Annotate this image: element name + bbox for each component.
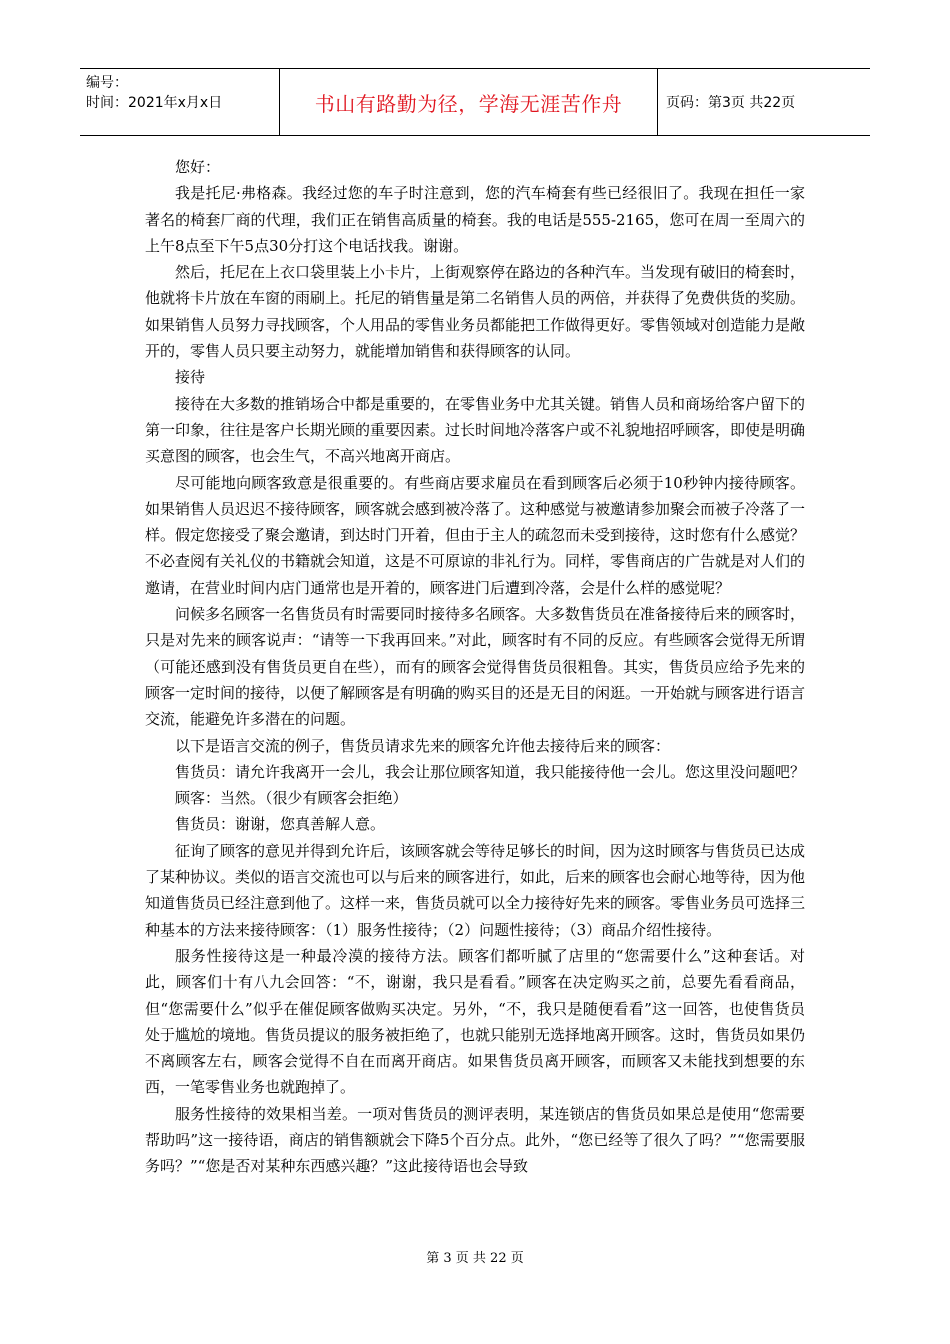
paragraph: 服务性接待的效果相当差。一项对售货员的测评表明，某连锁店的售货员如果总是使用“您需要帮助吗”这一接待语，商店的销售额就会下降5个百分点。此外，“您已经等了很久了吗？”“您需要服务吗？”“您是否对某种东西感兴趣？”这此接待语也会导致 [145, 1104, 805, 1176]
page-info-cell [658, 69, 870, 135]
header-meta-cell [80, 69, 280, 135]
header-table [80, 68, 870, 136]
page-info-text: 页码：第3页 共22页 [666, 95, 796, 111]
paragraph: 我是托尼·弗格森。我经过您的车子时注意到，您的汽车椅套有些已经很旧了。我现在担任一家著名的椅套厂商的代理，我们正在销售高质量的椅套。我的电话是555-2165，您可在周一至周六的上午8点至下午5点30分打这个电话找我。谢谢。 [145, 184, 805, 255]
motto-text: 书山有路勤为径，学海无涯苦作舟 [314, 91, 623, 116]
paragraph: 您好： [175, 158, 221, 176]
footer-page-number: 第 3 页 共 22 页 [426, 1251, 524, 1266]
paragraph: 问候多名顾客一名售货员有时需要同时接待多名顾客。大多数售货员在准备接待后来的顾客时，只是对先来的顾客说声：“请等一下我再回来。”对此，顾客时有不同的反应。有些顾客会觉得无所谓（可能还感到没有售货员更自在些），而有的顾客会觉得售货员很粗鲁。其实，售货员应给予先来的顾客一定时间的接待，以便了解顾客是有明确的购买目的还是无目的闲逛。一开始就与顾客进行语言交流，能避免许多潜在的问题。 [145, 605, 806, 729]
paragraph: 接待在大多数的推销场合中都是重要的，在零售业务中尤其关键。销售人员和商场给客户留下的第一印象，往往是客户长期光顾的重要因素。过长时间地冷落客户或不礼貌地招呼顾客，即使是明确买意图的顾客，也会生气，不高兴地离开商店。 [145, 394, 806, 466]
number-label: 编号： [86, 75, 128, 91]
paragraph: 以下是语言交流的例子，售货员请求先来的顾客允许他去接待后来的顾客： [175, 736, 671, 755]
motto-cell [280, 69, 658, 135]
page-footer [0, 1247, 950, 1266]
paragraph: 服务性接待这是一种最冷漠的接待方法。顾客们都听腻了店里的“您需要什么”这种套话。对此，顾客们十有八九会回答：“不，谢谢，我只是看看。”顾客在决定购买之前，总要先看看商品，但“您需要什么”似乎在催促顾客做购买决定。另外，“不，我只是随便看看”这一回答，也使售货员处于尴尬的境地。售货员提议的服务被拒绝了，也就只能别无选择地离开顾客。这时，售货员如果仍不离顾客左右，顾客会觉得不自在而离开商店。如果售货员离开顾客，而顾客又未能找到想要的东西，一笔零售业务也就跑掉了。 [145, 946, 806, 1097]
document-body [145, 154, 805, 1180]
date-label: 时间：2021年x月x日 [86, 95, 223, 111]
paragraph: 尽可能地向顾客致意是很重要的。有些商店要求雇员在看到顾客后必须于10秒钟内接待顾客。如果销售人员迟迟不接待顾客，顾客就会感到被冷落了。这种感觉与被邀请参加聚会而被子冷落了一样。假定您接受了聚会邀请，到达时门开着，但由于主人的疏忽而未受到接待，这时您有什么感觉？不必查阅有关礼仪的书籍就会知道，这是不可原谅的非礼行为。同样，零售商店的广告就是对人们的邀请，在营业时间内店门通常也是开着的，顾客进门后遭到冷落，会是什么样的感觉呢？ [145, 473, 806, 597]
section-heading: 接待 [175, 368, 206, 387]
dialogue-line: 售货员：请允许我离开一会儿，我会让那位顾客知道，我只能接待他一会儿。您这里没问题吧？ [175, 762, 806, 781]
dialogue-line: 顾客：当然。（很少有顾客会拒绝） [175, 789, 408, 808]
paragraph: 然后，托尼在上衣口袋里装上小卡片，上街观察停在路边的各种汽车。当发现有破旧的椅套时，他就将卡片放在车窗的雨刷上。托尼的销售量是第二名销售人员的两倍，并获得了免费供货的奖励。如果销售人员努力寻找顾客，个人用品的零售业务员都能把工作做得更好。零售领域对创造能力是敞开的，零售人员只要主动努力，就能增加销售和获得顾客的认同。 [145, 263, 806, 361]
paragraph: 征询了顾客的意见并得到允许后，该顾客就会等待足够长的时间，因为这时顾客与售货员已达成了某种协议。类似的语言交流也可以与后来的顾客进行，如此，后来的顾客也会耐心地等待，因为他知道售货员已经注意到他了。这样一来，售货员就可以全力接待好先来的顾客。零售业务员可选择三种基本的方法来接待顾客：（1）服务性接待；（2）问题性接待；（3）商品介绍性接待。 [145, 841, 806, 939]
dialogue-line: 售货员：谢谢，您真善解人意。 [175, 815, 386, 834]
